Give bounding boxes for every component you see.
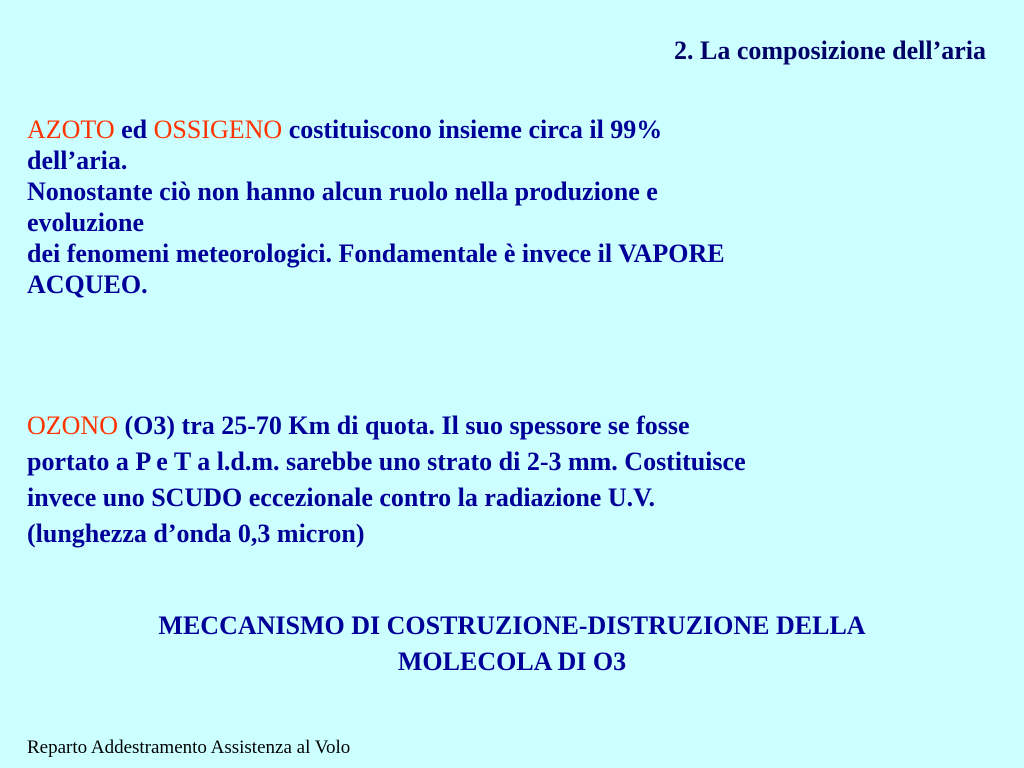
paragraph-ozone-line-3: invece uno SCUDO eccezionale contro la radiazione U.V.: [27, 483, 656, 512]
paragraph-ozone-line-2: portato a P e T a l.d.m. sarebbe uno strato di 2-3 mm. Costituisce: [27, 447, 746, 476]
paragraph-gases-line-4: evoluzione: [27, 208, 144, 237]
paragraph-ozone-line-1-text: (O3) tra 25-70 Km di quota. Il suo spessore se fosse: [118, 411, 690, 440]
mechanism-heading-line-1: MECCANISMO DI COSTRUZIONE-DISTRUZIONE DELLA: [158, 611, 866, 640]
slide-title: 2. La composizione dell’aria: [674, 36, 986, 65]
paragraph-gases: [27, 114, 987, 300]
mechanism-heading-line-2: MOLECOLA DI O3: [397, 647, 627, 676]
paragraph-gases-line-6: ACQUEO.: [27, 270, 148, 299]
mechanism-heading: [0, 608, 1024, 680]
paragraph-ozone-line-4: (lunghezza d’onda 0,3 micron): [27, 519, 365, 548]
conjunction-text: ed: [114, 115, 154, 144]
paragraph-ozone-line-1: [27, 408, 987, 444]
highlight-ossigeno: OSSIGENO: [153, 115, 283, 144]
paragraph-gases-line-1: [27, 114, 987, 145]
paragraph-gases-line-1-text: costituiscono insieme circa il 99%: [282, 115, 663, 144]
paragraph-gases-line-5: dei fenomeni meteorologici. Fondamentale è invece il VAPORE: [27, 239, 725, 268]
highlight-azoto: AZOTO: [27, 115, 115, 144]
highlight-ozono: OZONO: [27, 411, 118, 440]
paragraph-ozone: [27, 408, 987, 552]
footer-text: Reparto Addestramento Assistenza al Volo: [27, 737, 351, 758]
paragraph-gases-line-2: dell’aria.: [27, 146, 128, 175]
paragraph-gases-line-3: Nonostante ciò non hanno alcun ruolo nella produzione e: [27, 177, 658, 206]
